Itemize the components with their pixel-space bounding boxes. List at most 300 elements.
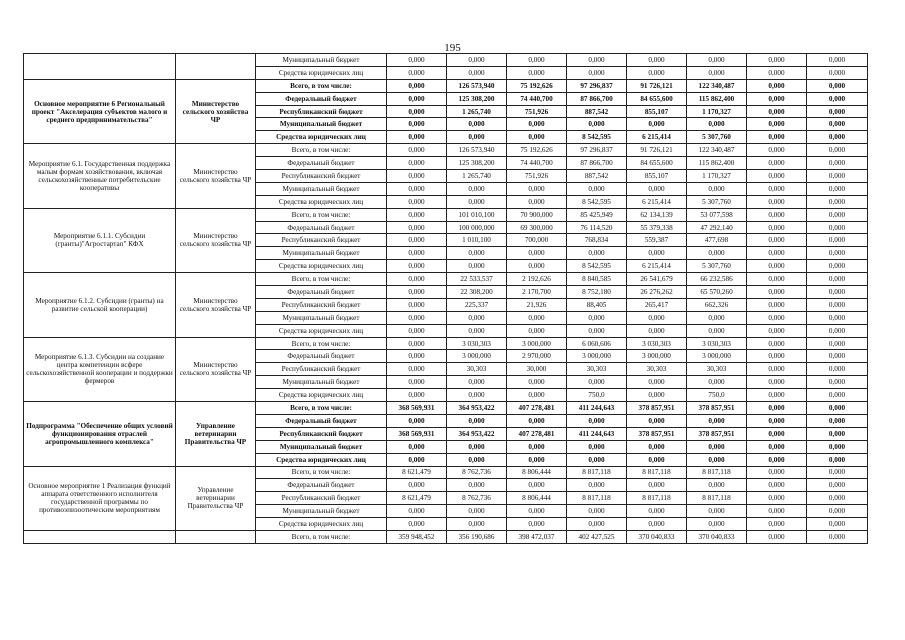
amount-cell: 0,000 [747, 54, 807, 67]
funding-source-cell: Федеральный бюджет [256, 221, 387, 234]
funding-source-cell: Муниципальный бюджет [256, 182, 387, 195]
funding-source-cell: Республиканский бюджет [256, 427, 387, 440]
amount-cell: 30,303 [687, 363, 747, 376]
amount-cell: 0,000 [747, 118, 807, 131]
amount-cell: 3 000,000 [507, 337, 567, 350]
amount-cell: 0,000 [387, 118, 447, 131]
amount-cell: 0,000 [447, 195, 507, 208]
amount-cell: 1 265,740 [447, 170, 507, 183]
amount-cell: 0,000 [747, 298, 807, 311]
amount-cell: 0,000 [387, 324, 447, 337]
amount-cell: 91 726,121 [627, 79, 687, 92]
amount-cell: 0,000 [807, 414, 868, 427]
amount-cell: 0,000 [387, 479, 447, 492]
amount-cell: 0,000 [447, 182, 507, 195]
funding-source-cell: Республиканский бюджет [256, 492, 387, 505]
amount-cell: 0,000 [747, 144, 807, 157]
responsible-org-cell: Министерство сельского хозяйства ЧР [176, 208, 256, 272]
amount-cell: 0,000 [387, 208, 447, 221]
amount-cell: 359 948,452 [387, 530, 447, 543]
funding-source-cell: Республиканский бюджет [256, 105, 387, 118]
amount-cell: 0,000 [387, 298, 447, 311]
funding-source-cell: Республиканский бюджет [256, 363, 387, 376]
amount-cell: 0,000 [807, 427, 868, 440]
amount-cell: 0,000 [447, 389, 507, 402]
activity-name-cell: Мероприятие 6.1.2. Субсидии (гранты) на развитие сельской кооперации) [24, 273, 176, 337]
amount-cell: 0,000 [807, 92, 868, 105]
amount-cell: 0,000 [447, 247, 507, 260]
amount-cell: 5 307,760 [687, 131, 747, 144]
amount-cell: 0,000 [447, 324, 507, 337]
amount-cell: 8 817,118 [687, 492, 747, 505]
amount-cell: 84 655,600 [627, 157, 687, 170]
amount-cell: 0,000 [387, 92, 447, 105]
amount-cell: 8 806,444 [507, 466, 567, 479]
amount-cell: 0,000 [387, 131, 447, 144]
amount-cell: 22 308,200 [447, 286, 507, 299]
amount-cell: 700,000 [507, 234, 567, 247]
amount-cell: 0,000 [807, 221, 868, 234]
funding-source-cell: Муниципальный бюджет [256, 440, 387, 453]
activity-name-cell: Основное мероприятие 1 Реализация функций аппарата ответственного исполнителя государственной программы по противоэпизоотическим мероприятиям [24, 466, 176, 530]
amount-cell: 0,000 [807, 350, 868, 363]
funding-source-cell: Средства юридических лиц [256, 453, 387, 466]
amount-cell: 0,000 [807, 453, 868, 466]
amount-cell: 55 379,338 [627, 221, 687, 234]
amount-cell: 0,000 [687, 440, 747, 453]
activity-name-cell [24, 530, 176, 543]
amount-cell: 70 900,000 [507, 208, 567, 221]
amount-cell: 8 817,118 [567, 492, 627, 505]
table-row [24, 208, 868, 221]
amount-cell: 0,000 [627, 324, 687, 337]
table-row [24, 337, 868, 350]
amount-cell: 370 040,833 [627, 530, 687, 543]
amount-cell: 0,000 [387, 505, 447, 518]
amount-cell: 0,000 [807, 182, 868, 195]
amount-cell: 8 840,585 [567, 273, 627, 286]
funding-source-cell: Федеральный бюджет [256, 479, 387, 492]
amount-cell: 378 857,951 [687, 402, 747, 415]
amount-cell: 0,000 [567, 247, 627, 260]
amount-cell: 0,000 [627, 414, 687, 427]
amount-cell: 0,000 [387, 66, 447, 79]
amount-cell: 0,000 [447, 479, 507, 492]
amount-cell: 8 817,118 [687, 466, 747, 479]
amount-cell: 0,000 [747, 440, 807, 453]
amount-cell: 75 192,626 [507, 79, 567, 92]
amount-cell: 0,000 [807, 286, 868, 299]
activity-name-cell [24, 54, 176, 80]
funding-source-cell: Республиканский бюджет [256, 234, 387, 247]
amount-cell: 0,000 [387, 337, 447, 350]
amount-cell: 0,000 [687, 311, 747, 324]
amount-cell: 750,0 [687, 389, 747, 402]
amount-cell: 0,000 [747, 92, 807, 105]
funding-source-cell: Муниципальный бюджет [256, 311, 387, 324]
page-number: 195 [444, 42, 461, 54]
amount-cell: 0,000 [807, 79, 868, 92]
amount-cell: 8 806,444 [507, 492, 567, 505]
amount-cell: 91 726,121 [627, 144, 687, 157]
amount-cell: 74 440,700 [507, 157, 567, 170]
amount-cell: 97 296,837 [567, 79, 627, 92]
amount-cell: 0,000 [807, 157, 868, 170]
amount-cell: 0,000 [567, 118, 627, 131]
table-row [24, 273, 868, 286]
table-row [24, 466, 868, 479]
amount-cell: 0,000 [747, 273, 807, 286]
amount-cell: 0,000 [447, 66, 507, 79]
amount-cell: 0,000 [807, 260, 868, 273]
amount-cell: 559,387 [627, 234, 687, 247]
funding-source-cell: Всего, в том числе: [256, 337, 387, 350]
amount-cell: 3 030,303 [687, 337, 747, 350]
amount-cell: 87 866,700 [567, 157, 627, 170]
amount-cell: 0,000 [387, 170, 447, 183]
funding-source-cell: Федеральный бюджет [256, 157, 387, 170]
amount-cell: 3 000,000 [687, 350, 747, 363]
amount-cell: 0,000 [387, 363, 447, 376]
amount-cell: 477,698 [687, 234, 747, 247]
amount-cell: 0,000 [747, 479, 807, 492]
amount-cell: 122 340,487 [687, 144, 747, 157]
amount-cell: 0,000 [687, 518, 747, 531]
amount-cell: 0,000 [807, 170, 868, 183]
amount-cell: 0,000 [447, 260, 507, 273]
amount-cell: 402 427,525 [567, 530, 627, 543]
amount-cell: 0,000 [447, 376, 507, 389]
amount-cell: 125 308,200 [447, 157, 507, 170]
amount-cell: 3 030,303 [447, 337, 507, 350]
amount-cell: 0,000 [747, 414, 807, 427]
funding-source-cell: Средства юридических лиц [256, 518, 387, 531]
amount-cell: 26 276,262 [627, 286, 687, 299]
funding-source-cell: Всего, в том числе: [256, 144, 387, 157]
amount-cell: 8 817,118 [627, 466, 687, 479]
amount-cell: 0,000 [567, 182, 627, 195]
amount-cell: 30,000 [507, 363, 567, 376]
amount-cell: 69 300,000 [507, 221, 567, 234]
amount-cell: 76 114,520 [567, 221, 627, 234]
amount-cell: 356 190,686 [447, 530, 507, 543]
amount-cell: 6 215,414 [627, 195, 687, 208]
amount-cell: 115 862,400 [687, 92, 747, 105]
amount-cell: 0,000 [807, 376, 868, 389]
amount-cell: 100 000,000 [447, 221, 507, 234]
amount-cell: 5 307,760 [687, 260, 747, 273]
amount-cell: 0,000 [567, 311, 627, 324]
amount-cell: 0,000 [807, 363, 868, 376]
amount-cell: 0,000 [507, 260, 567, 273]
amount-cell: 0,000 [687, 453, 747, 466]
amount-cell: 6 060,606 [567, 337, 627, 350]
amount-cell: 0,000 [747, 66, 807, 79]
amount-cell: 0,000 [687, 54, 747, 67]
amount-cell: 0,000 [747, 79, 807, 92]
amount-cell: 378 857,951 [687, 427, 747, 440]
amount-cell: 66 232,586 [687, 273, 747, 286]
amount-cell: 0,000 [747, 324, 807, 337]
funding-source-cell: Республиканский бюджет [256, 298, 387, 311]
amount-cell: 0,000 [627, 66, 687, 79]
amount-cell: 0,000 [507, 118, 567, 131]
amount-cell: 122 340,487 [687, 79, 747, 92]
amount-cell: 411 244,643 [567, 402, 627, 415]
amount-cell: 0,000 [627, 518, 687, 531]
amount-cell: 0,000 [747, 157, 807, 170]
amount-cell: 0,000 [447, 414, 507, 427]
amount-cell: 3 000,000 [567, 350, 627, 363]
amount-cell: 0,000 [627, 479, 687, 492]
amount-cell: 97 296,837 [567, 144, 627, 157]
amount-cell: 0,000 [387, 376, 447, 389]
funding-source-cell: Всего, в том числе: [256, 402, 387, 415]
funding-source-cell: Муниципальный бюджет [256, 376, 387, 389]
funding-source-cell: Муниципальный бюджет [256, 505, 387, 518]
amount-cell: 87 866,700 [567, 92, 627, 105]
funding-source-cell: Всего, в том числе: [256, 208, 387, 221]
amount-cell: 225,337 [447, 298, 507, 311]
amount-cell: 0,000 [807, 492, 868, 505]
amount-cell: 887,542 [567, 105, 627, 118]
amount-cell: 0,000 [747, 466, 807, 479]
table-row [24, 530, 868, 543]
funding-source-cell: Федеральный бюджет [256, 414, 387, 427]
amount-cell: 0,000 [447, 505, 507, 518]
table-row [24, 54, 868, 67]
amount-cell: 8 762,736 [447, 466, 507, 479]
amount-cell: 0,000 [387, 453, 447, 466]
amount-cell: 378 857,951 [627, 427, 687, 440]
amount-cell: 5 307,760 [687, 195, 747, 208]
amount-cell: 0,000 [387, 440, 447, 453]
responsible-org-cell: Управление ветеринарии Правительства ЧР [176, 466, 256, 530]
amount-cell: 0,000 [807, 247, 868, 260]
amount-cell: 0,000 [747, 402, 807, 415]
amount-cell: 6 215,414 [627, 260, 687, 273]
amount-cell: 0,000 [627, 376, 687, 389]
responsible-org-cell: Управление ветеринарии Правительства ЧР [176, 402, 256, 466]
amount-cell: 0,000 [627, 118, 687, 131]
amount-cell: 0,000 [387, 414, 447, 427]
amount-cell: 21,926 [507, 298, 567, 311]
amount-cell: 126 573,940 [447, 79, 507, 92]
amount-cell: 751,926 [507, 170, 567, 183]
amount-cell: 0,000 [507, 389, 567, 402]
amount-cell: 0,000 [387, 260, 447, 273]
amount-cell: 0,000 [807, 311, 868, 324]
amount-cell: 0,000 [447, 131, 507, 144]
amount-cell: 0,000 [807, 298, 868, 311]
amount-cell: 0,000 [807, 505, 868, 518]
amount-cell: 0,000 [627, 505, 687, 518]
responsible-org-cell [176, 530, 256, 543]
amount-cell: 0,000 [807, 273, 868, 286]
amount-cell: 0,000 [507, 505, 567, 518]
amount-cell: 411 244,643 [567, 427, 627, 440]
amount-cell: 0,000 [567, 440, 627, 453]
amount-cell: 0,000 [687, 182, 747, 195]
amount-cell: 53 077,598 [687, 208, 747, 221]
amount-cell: 0,000 [567, 414, 627, 427]
amount-cell: 751,926 [507, 105, 567, 118]
responsible-org-cell [176, 54, 256, 80]
activity-name-cell: Мероприятие 6.1. Государственная поддержка малым формам хозяйствования, включая сельскохозяйственные потребительские кооперативы [24, 144, 176, 208]
amount-cell: 0,000 [807, 466, 868, 479]
amount-cell: 0,000 [567, 66, 627, 79]
amount-cell: 0,000 [747, 363, 807, 376]
amount-cell: 0,000 [387, 234, 447, 247]
funding-source-cell: Средства юридических лиц [256, 66, 387, 79]
amount-cell: 0,000 [507, 440, 567, 453]
amount-cell: 0,000 [807, 389, 868, 402]
amount-cell: 0,000 [447, 54, 507, 67]
funding-source-cell: Федеральный бюджет [256, 92, 387, 105]
amount-cell: 265,417 [627, 298, 687, 311]
funding-source-cell: Всего, в том числе: [256, 530, 387, 543]
amount-cell: 0,000 [507, 182, 567, 195]
amount-cell: 65 570,260 [687, 286, 747, 299]
amount-cell: 364 953,422 [447, 402, 507, 415]
amount-cell: 3 030,303 [627, 337, 687, 350]
amount-cell: 0,000 [567, 54, 627, 67]
amount-cell: 30,303 [567, 363, 627, 376]
amount-cell: 0,000 [747, 234, 807, 247]
amount-cell: 0,000 [687, 118, 747, 131]
funding-source-cell: Федеральный бюджет [256, 350, 387, 363]
amount-cell: 85 425,949 [567, 208, 627, 221]
funding-source-cell: Муниципальный бюджет [256, 247, 387, 260]
amount-cell: 0,000 [807, 402, 868, 415]
activity-name-cell: Основное мероприятие 6 Региональный проект "Акселерация субъектов малого и среднего предпринимательства" [24, 79, 176, 143]
amount-cell: 0,000 [807, 479, 868, 492]
amount-cell: 0,000 [507, 247, 567, 260]
amount-cell: 8 542,595 [567, 260, 627, 273]
amount-cell: 0,000 [507, 376, 567, 389]
amount-cell: 0,000 [627, 182, 687, 195]
amount-cell: 0,000 [567, 324, 627, 337]
amount-cell: 0,000 [447, 453, 507, 466]
amount-cell: 662,326 [687, 298, 747, 311]
amount-cell: 0,000 [747, 208, 807, 221]
amount-cell: 3 000,000 [627, 350, 687, 363]
amount-cell: 0,000 [747, 105, 807, 118]
amount-cell: 370 040,833 [687, 530, 747, 543]
amount-cell: 0,000 [447, 518, 507, 531]
budget-table [23, 53, 868, 544]
funding-source-cell: Средства юридических лиц [256, 389, 387, 402]
amount-cell: 0,000 [567, 453, 627, 466]
amount-cell: 0,000 [747, 247, 807, 260]
amount-cell: 26 541,679 [627, 273, 687, 286]
amount-cell: 8 542,595 [567, 195, 627, 208]
amount-cell: 0,000 [807, 518, 868, 531]
amount-cell: 0,000 [507, 54, 567, 67]
amount-cell: 1 010,100 [447, 234, 507, 247]
amount-cell: 0,000 [627, 311, 687, 324]
amount-cell: 0,000 [567, 479, 627, 492]
amount-cell: 0,000 [507, 131, 567, 144]
amount-cell: 1 265,740 [447, 105, 507, 118]
amount-cell: 0,000 [807, 440, 868, 453]
responsible-org-cell: Министерство сельского хозяйства ЧР [176, 273, 256, 337]
amount-cell: 0,000 [807, 234, 868, 247]
amount-cell: 0,000 [687, 324, 747, 337]
amount-cell: 0,000 [507, 324, 567, 337]
amount-cell: 855,107 [627, 105, 687, 118]
amount-cell: 0,000 [387, 79, 447, 92]
amount-cell: 126 573,940 [447, 144, 507, 157]
amount-cell: 0,000 [687, 505, 747, 518]
amount-cell: 0,000 [507, 195, 567, 208]
amount-cell: 364 953,422 [447, 427, 507, 440]
amount-cell: 0,000 [747, 350, 807, 363]
amount-cell: 0,000 [387, 350, 447, 363]
amount-cell: 0,000 [747, 170, 807, 183]
amount-cell: 0,000 [387, 286, 447, 299]
amount-cell: 0,000 [747, 260, 807, 273]
amount-cell: 1 170,327 [687, 105, 747, 118]
amount-cell: 0,000 [807, 105, 868, 118]
amount-cell: 0,000 [447, 311, 507, 324]
amount-cell: 0,000 [747, 505, 807, 518]
amount-cell: 0,000 [567, 505, 627, 518]
amount-cell: 75 192,626 [507, 144, 567, 157]
amount-cell: 0,000 [807, 144, 868, 157]
amount-cell: 0,000 [747, 286, 807, 299]
amount-cell: 0,000 [387, 518, 447, 531]
funding-source-cell: Муниципальный бюджет [256, 118, 387, 131]
funding-source-cell: Средства юридических лиц [256, 195, 387, 208]
amount-cell: 8 817,118 [627, 492, 687, 505]
amount-cell: 0,000 [747, 530, 807, 543]
amount-cell: 6 215,414 [627, 131, 687, 144]
funding-source-cell: Муниципальный бюджет [256, 54, 387, 67]
responsible-org-cell: Министерство сельского хозяйства ЧР [176, 79, 256, 143]
amount-cell: 62 134,139 [627, 208, 687, 221]
amount-cell: 0,000 [387, 195, 447, 208]
funding-source-cell: Республиканский бюджет [256, 170, 387, 183]
amount-cell: 3 000,000 [447, 350, 507, 363]
amount-cell: 8 752,180 [567, 286, 627, 299]
amount-cell: 0,000 [807, 324, 868, 337]
amount-cell: 0,000 [507, 479, 567, 492]
amount-cell: 0,000 [807, 530, 868, 543]
activity-name-cell: Подпрограмма "Обеспечение общих условий функционирования отраслей агропромышленного комплекса" [24, 402, 176, 466]
amount-cell: 0,000 [747, 195, 807, 208]
amount-cell: 0,000 [387, 221, 447, 234]
amount-cell: 0,000 [387, 182, 447, 195]
amount-cell: 0,000 [747, 518, 807, 531]
amount-cell: 47 292,140 [687, 221, 747, 234]
amount-cell: 0,000 [507, 453, 567, 466]
amount-cell: 8 621,479 [387, 466, 447, 479]
amount-cell: 0,000 [807, 337, 868, 350]
amount-cell: 0,000 [747, 221, 807, 234]
amount-cell: 0,000 [687, 414, 747, 427]
amount-cell: 0,000 [807, 66, 868, 79]
amount-cell: 0,000 [387, 157, 447, 170]
table-row [24, 144, 868, 157]
amount-cell: 8 621,479 [387, 492, 447, 505]
amount-cell: 368 569,931 [387, 427, 447, 440]
responsible-org-cell: Министерство сельского хозяйства ЧР [176, 337, 256, 401]
responsible-org-cell: Министерство сельского хозяйства ЧР [176, 144, 256, 208]
amount-cell: 378 857,951 [627, 402, 687, 415]
amount-cell: 0,000 [387, 144, 447, 157]
amount-cell: 0,000 [567, 376, 627, 389]
